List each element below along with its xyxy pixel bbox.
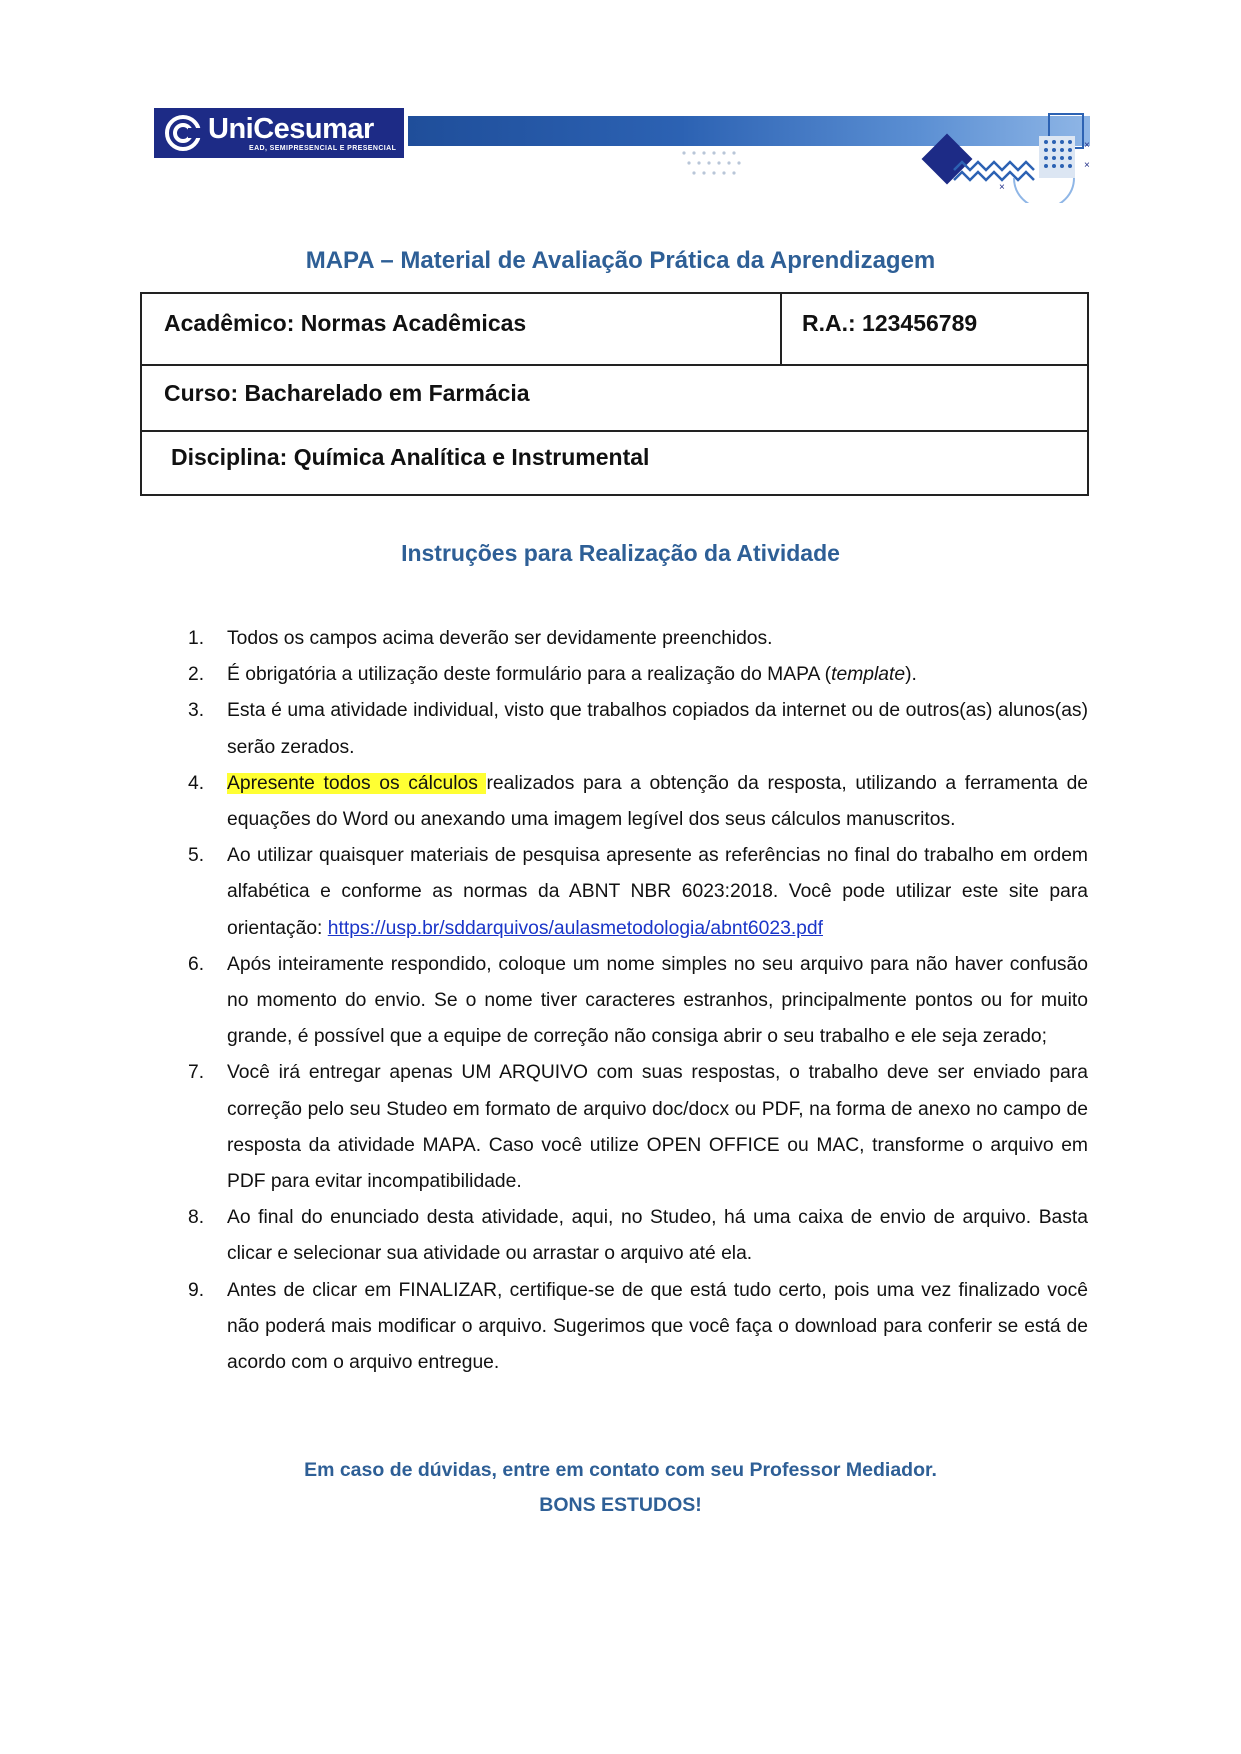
list-item: 6. Após inteiramente respondido, coloque um nome simples no seu arquivo para não haver confusão no momento do envio. Se o nome tiver caracteres estranhos, principalmente pontos ou for muito grande, é possível que a equipe de correção não consiga abrir o seu trabalho e ele seja zerado;: [188, 953, 1088, 1048]
banner-decoration: [674, 108, 1094, 203]
highlighted-text: Apresente todos os cálculos: [227, 772, 487, 794]
list-item: 4. Apresente todos os cálculos realizados para a obtenção da resposta, utilizando a ferramenta de equações do Word ou anexando uma imagem legível dos seus cálculos manuscritos.: [188, 772, 1089, 831]
ra-field: R.A.: 123456789: [802, 310, 978, 336]
academico-field: Acadêmico: Normas Acadêmicas: [164, 310, 527, 336]
svg-text:×: ×: [999, 182, 1005, 193]
list-item: 7. Você irá entregar apenas UM ARQUIVO com suas respostas, o trabalho deve ser enviado para correção pelo seu Studeo em formato de arquivo doc/docx ou PDF, na forma de anexo no campo de resposta da atividade MAPA. Caso você utilize OPEN OFFICE ou MAC, transforme o arquivo em PDF para evitar incompatibilidade.: [188, 1062, 1088, 1193]
abnt-reference-link[interactable]: https://usp.br/sddarquivos/aulasmetodologia/abnt6023.pdf: [327, 917, 823, 939]
disciplina-field: Disciplina: Química Analítica e Instrumental: [171, 444, 650, 470]
cell-divider: [780, 294, 782, 366]
document-title: MAPA – Material de Avaliação Prática da Aprendizagem: [305, 247, 936, 274]
table-row: [142, 366, 1087, 432]
student-info-table: [140, 292, 1089, 496]
curso-field: Curso: Bacharelado em Farmácia: [164, 380, 530, 406]
svg-text:×: ×: [1084, 160, 1090, 171]
logo-tagline: EAD, SEMIPRESENCIAL E PRESENCIAL: [249, 145, 397, 152]
table-row: [142, 432, 1087, 496]
logo-text: UniCesumar: [208, 112, 374, 145]
list-item: 2. É obrigatória a utilização deste formulário para a realização do MAPA (template).: [188, 664, 917, 686]
instructions-list: [188, 621, 1088, 1381]
table-row: [142, 294, 1087, 366]
header-banner: [154, 108, 1089, 203]
footer-closing: BONS ESTUDOS!: [539, 1494, 702, 1516]
list-item: 5. Ao utilizar quaisquer materiais de pesquisa apresente as referências no final do trabalho em ordem alfabética e conforme as normas da ABNT NBR 6023:2018. Você pode utilizar este site para orientação: https://usp.br/sddarquivos/aulasmetodologia/abnt6023.pdf: [188, 845, 1088, 939]
list-item: 3. Esta é uma atividade individual, visto que trabalhos copiados da internet ou de outros(as) alunos(as) serão zerados.: [188, 700, 1088, 758]
list-item: 9. Antes de clicar em FINALIZAR, certifique-se de que está tudo certo, pois uma vez finalizado você não poderá mais modificar o arquivo. Sugerimos que você faça o download para conferir se está de acordo com o arquivo entregue.: [188, 1279, 1088, 1374]
list-item: 8. Ao final do enunciado desta atividade, aqui, no Studeo, há uma caixa de envio de arquivo. Basta clicar e selecionar sua atividade ou arrastar o arquivo até ela.: [188, 1207, 1088, 1265]
unicesumar-logo: [154, 108, 404, 158]
logo-c-icon: [164, 114, 202, 152]
svg-text:×: ×: [1084, 140, 1090, 151]
instructions-title: Instruções para Realização da Atividade: [401, 540, 840, 566]
list-item: 1. Todos os campos acima deverão ser devidamente preenchidos.: [188, 628, 773, 649]
footer-contact-note: Em caso de dúvidas, entre em contato com seu Professor Mediador.: [304, 1459, 937, 1481]
